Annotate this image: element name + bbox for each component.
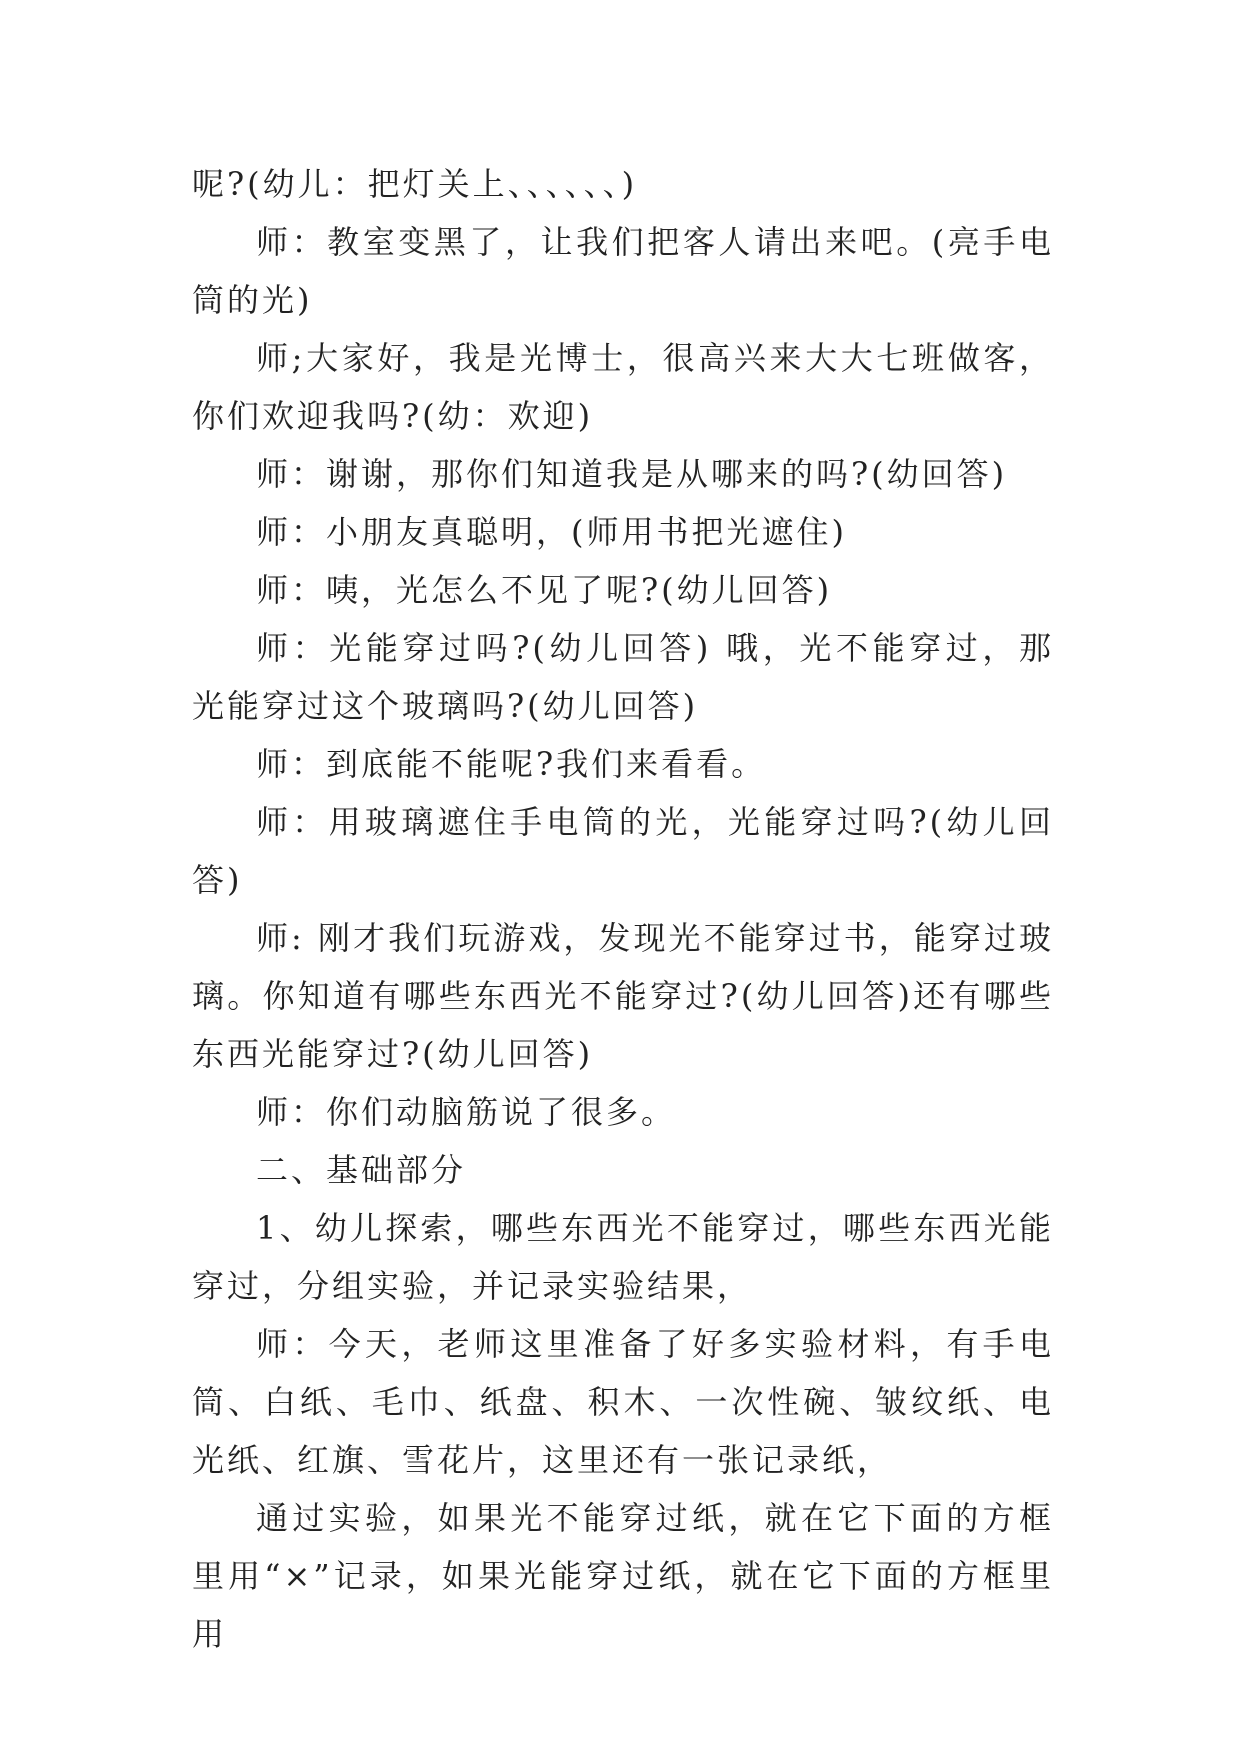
paragraph: 师：咦，光怎么不见了呢?(幼儿回答) [256, 571, 833, 609]
paragraph: 师：光能穿过吗?(幼儿回答) 哦，光不能穿过，那光能穿过这个玻璃吗?(幼儿回答) [192, 629, 1054, 725]
paragraph: 师：用玻璃遮住手电筒的光，光能穿过吗?(幼儿回答) [192, 803, 1054, 899]
paragraph: 师：到底能不能呢?我们来看看。 [256, 745, 767, 783]
paragraph: 通过实验，如果光不能穿过纸，就在它下面的方框里用“×”记录，如果光能穿过纸，就在它下面的方框里用 [192, 1499, 1054, 1653]
paragraph: 师: 刚才我们玩游戏，发现光不能穿过书，能穿过玻璃。你知道有哪些东西光不能穿过?(幼儿回答)还有哪些东西光能穿过?(幼儿回答) [192, 919, 1054, 1073]
paragraph: 呢?(幼儿：把灯关上、、、、、、) [192, 165, 638, 203]
paragraph: 师：谢谢，那你们知道我是从哪来的吗?(幼回答) [256, 455, 1008, 493]
paragraph: 师：今天，老师这里准备了好多实验材料，有手电筒、白纸、毛巾、纸盘、积木、一次性碗、皱纹纸、电光纸、红旗、雪花片，这里还有一张记录纸， [192, 1325, 1054, 1479]
paragraph: 师：你们动脑筋说了很多。 [256, 1093, 677, 1131]
paragraph: 师;大家好，我是光博士，很高兴来大大七班做客，你们欢迎我吗?(幼：欢迎) [192, 339, 1054, 435]
paragraph: 师：教室变黑了，让我们把客人请出来吧。(亮手电筒的光) [192, 223, 1054, 319]
document-page [192, 155, 1054, 1663]
section-heading: 二、基础部分 [256, 1151, 467, 1189]
paragraph: 师：小朋友真聪明，(师用书把光遮住) [256, 513, 847, 551]
paragraph: 1、幼儿探索，哪些东西光不能穿过，哪些东西光能穿过，分组实验，并记录实验结果， [192, 1209, 1054, 1305]
